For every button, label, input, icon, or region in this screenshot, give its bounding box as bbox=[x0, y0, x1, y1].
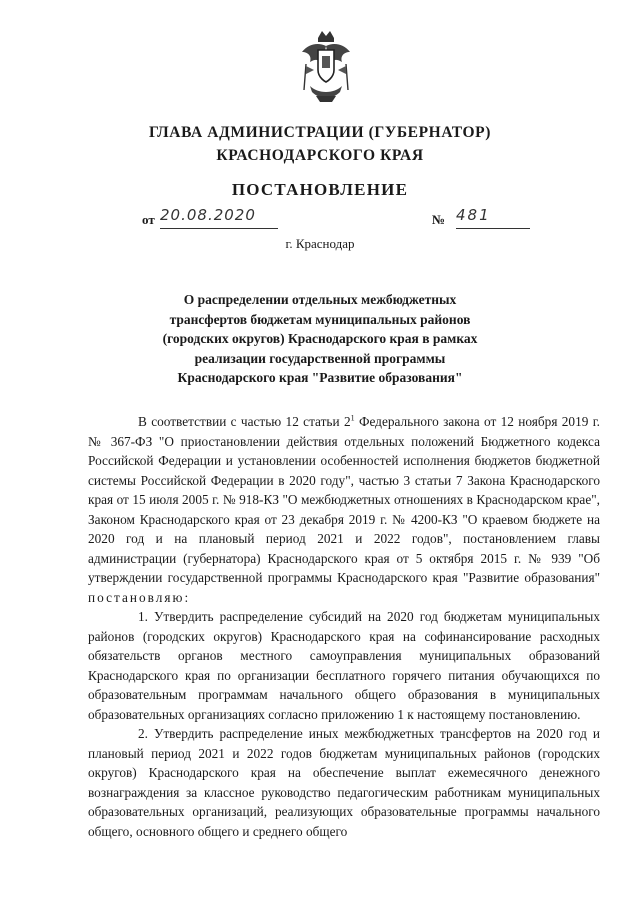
preamble-text-a: В соответствии с частью 12 статьи 2 bbox=[138, 414, 351, 429]
article-superscript: 1 bbox=[350, 413, 355, 423]
number-prefix: № bbox=[432, 212, 446, 227]
title-line: трансфертов бюджетам муниципальных районов bbox=[169, 311, 471, 327]
preamble-text-b: Федерального закона от 12 ноября 2019 г. № 367-ФЗ "О приостановлении действия отдельных положений Бюджетного кодекса Российской Федерации и установлении особенностей исполнения бюджетов бюджетной системы Российской Федерации в 2020 году", частью 3 статьи 7 Закона Краснодарского края от 15 июля 2005 г. № 918-КЗ "О межбюджетных отношениях в Краснодарском крае", Законом Краснодарского края от 23 декабря 2019 г. № 4200-КЗ "О краевом бюджете на 2020 год и на плановый период 2021 и 2022 годов", постановлением главы администрации (губернатора) Краснодарского края от 5 октября 2015 г. № 939 "Об утверждении государственной программы Краснодарского края "Развитие образования" bbox=[88, 414, 600, 585]
document-type: ПОСТАНОВЛЕНИЕ bbox=[231, 180, 409, 199]
document-number: 481 bbox=[456, 206, 530, 229]
decree-word: постановляю bbox=[88, 589, 185, 605]
document-body bbox=[88, 412, 600, 841]
org-name-line1: ГЛАВА АДМИНИСТРАЦИИ (ГУБЕРНАТОР) bbox=[149, 124, 491, 141]
document-date: 20.08.2020 bbox=[160, 206, 278, 229]
preamble-colon: : bbox=[184, 589, 189, 605]
coat-of-arms-icon bbox=[296, 28, 356, 104]
title-line: реализации государственной программы bbox=[194, 350, 446, 366]
city: г. Краснодар bbox=[285, 236, 355, 251]
title-line: (городских округов) Краснодарского края в рамках bbox=[162, 331, 478, 346]
org-name-line2: КРАСНОДАРСКОГО КРАЯ bbox=[216, 147, 424, 164]
date-prefix: от bbox=[142, 212, 155, 227]
title-line: Краснодарского края "Развитие образования" bbox=[177, 370, 463, 385]
title-line: О распределении отдельных межбюджетных bbox=[183, 292, 457, 307]
document-title bbox=[150, 290, 490, 388]
clause-1: 1. Утвердить распределение субсидий на 2020 год бюджетам муниципальных районов (городских округов) Краснодарского края на софинансирование расходных обязательств органов местного самоуправления муниципальных образований Краснодарского края по организации бесплатного горячего питания обучающихся по образовательным программам начального общего образования в муниципальных образовательных организациях согласно приложению 1 к настоящему постановлению. bbox=[88, 609, 600, 722]
clause-2: 2. Утвердить распределение иных межбюджетных трансфертов на 2020 год и плановый период 2021 и 2022 годов бюджетам муниципальных районов (городских округов) Краснодарского края на обеспечение выплат ежемесячного денежного вознаграждения за классное руководство педагогическим работникам муниципальных образовательных организаций, реализующих образовательные программы начального общего, основного общего и среднего общего bbox=[88, 726, 600, 839]
preamble-paragraph bbox=[88, 412, 600, 607]
